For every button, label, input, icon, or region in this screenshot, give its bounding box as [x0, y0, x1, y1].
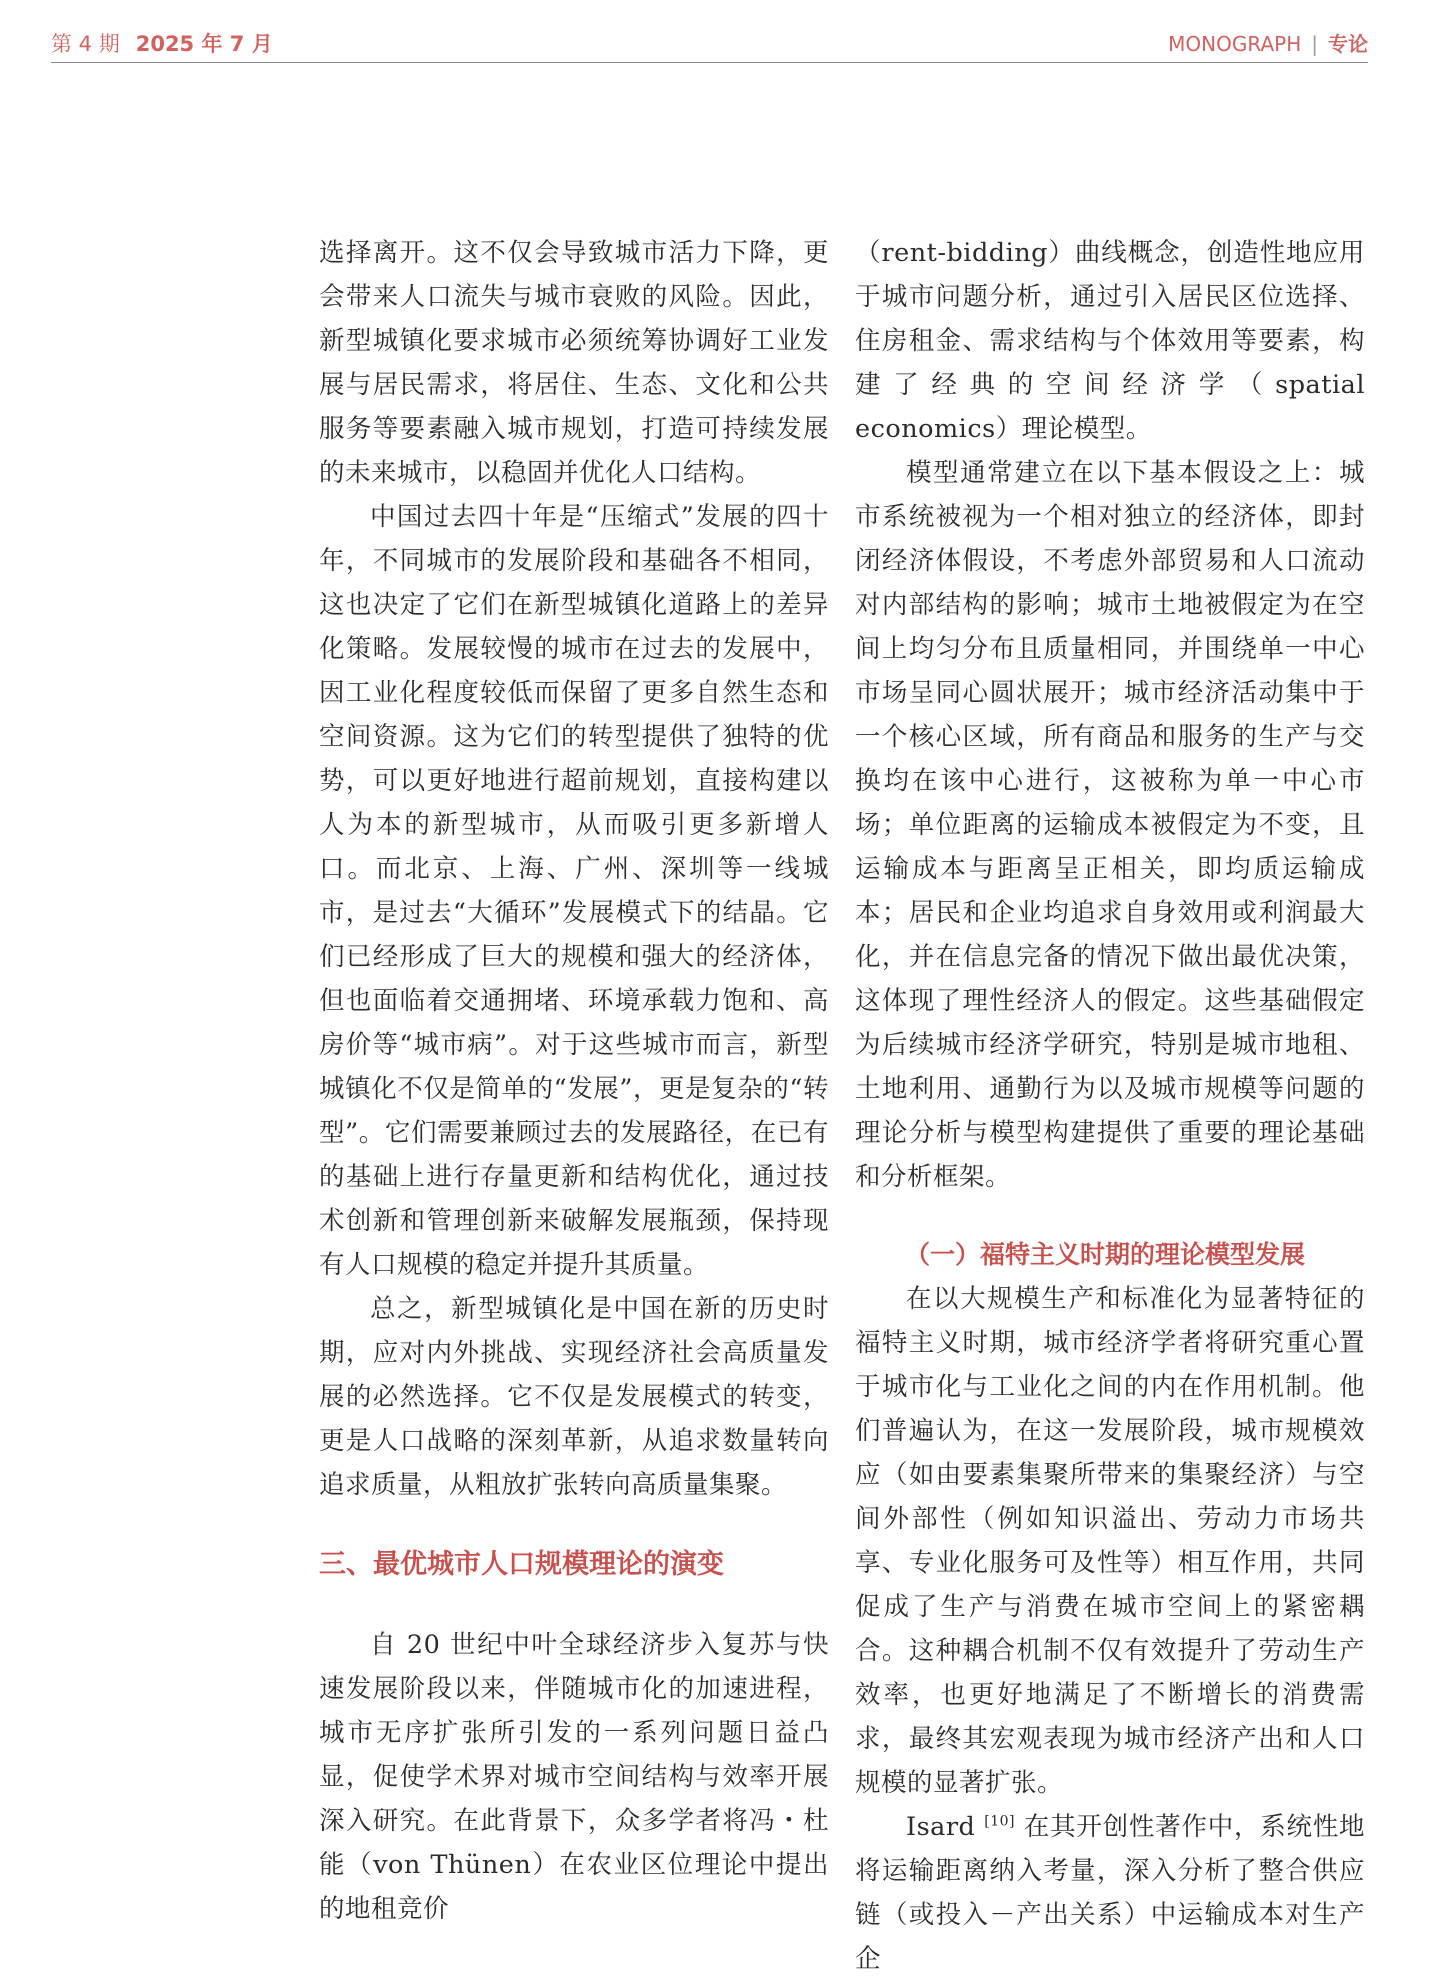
- right-paragraph-4: [855, 1805, 1365, 1981]
- right-column: [855, 231, 1365, 1981]
- left-paragraph-1: 选择离开。这不仅会导致城市活力下降，更会带来人口流失与城市衰败的风险。因此，新型城镇化要求城市必须统筹协调好工业发展与居民需求，将居住、生态、文化和公共服务等要素融入城市规划，打造可持续发展的未来城市，以稳固并优化人口结构。: [319, 238, 829, 488]
- right-paragraph-3: 在以大规模生产和标准化为显著特征的福特主义时期，城市经济学者将研究重心置于城市化与工业化之间的内在作用机制。他们普遍认为，在这一发展阶段，城市规模效应（如由要素集聚所带来的集聚经济）与空间外部性（例如知识溢出、劳动力市场共享、专业化服务可及性等）相互作用，共同促成了生产与消费在城市空间上的紧密耦合。这种耦合机制不仅有效提升了劳动生产效率，也更好地满足了不断增长的消费需求，最终其宏观表现为城市经济产出和人口规模的显著扩张。: [855, 1284, 1365, 1798]
- citation-reference: [10]: [984, 1813, 1016, 1830]
- section-heading: 三、最优城市人口规模理论的演变: [319, 1549, 724, 1580]
- left-paragraph-3: 总之，新型城镇化是中国在新的历史时期，应对内外挑战、实现经济社会高质量发展的必然选择。它不仅是发展模式的转变，更是人口战略的深刻革新，从追求数量转向追求质量，从粗放扩张转向高质量集聚。: [319, 1294, 829, 1500]
- issue-date: 2025 年 7 月: [135, 32, 273, 56]
- left-paragraph-4: 自 20 世纪中叶全球经济步入复苏与快速发展阶段以来，伴随城市化的加速进程，城市无序扩张所引发的一系列问题日益凸显，促使学术界对城市空间结构与效率开展深入研究。在此背景下，众多学者将冯・杜能（von Thünen）在农业区位理论中提出的地租竞价: [319, 1630, 829, 1924]
- right-paragraph-2: 模型通常建立在以下基本假设之上：城市系统被视为一个相对独立的经济体，即封闭经济体假设，不考虑外部贸易和人口流动对内部结构的影响；城市土地被假定为在空间上均匀分布且质量相同，并围绕单一中心市场呈同心圆状展开；城市经济活动集中于一个核心区域，所有商品和服务的生产与交换均在该中心进行，这被称为单一中心市场；单位距离的运输成本被假定为不变，且运输成本与距离呈正相关，即均质运输成本；居民和企业均追求自身效用或利润最大化，并在信息完备的情况下做出最优决策，这体现了理性经济人的假定。这些基础假定为后续城市经济学研究，特别是城市地租、土地利用、通勤行为以及城市规模等问题的理论分析与模型构建提供了重要的理论基础和分析框架。: [855, 458, 1365, 1192]
- header-separator: |: [1311, 32, 1318, 56]
- section-label: [1168, 28, 1368, 57]
- right-paragraph-1: （rent-bidding）曲线概念，创造性地应用于城市问题分析，通过引入居民区位选择、住房租金、需求结构与个体效用等要素，构建了经典的空间经济学（spatial economics）理论模型。: [855, 238, 1365, 444]
- subsection-heading: （一）福特主义时期的理论模型发展: [905, 1240, 1306, 1269]
- section-english: MONOGRAPH: [1168, 32, 1302, 56]
- left-paragraph-2: 中国过去四十年是“压缩式”发展的四十年，不同城市的发展阶段和基础各不相同，这也决定了它们在新型城镇化道路上的差异化策略。发展较慢的城市在过去的发展中，因工业化程度较低而保留了更多自然生态和空间资源。这为它们的转型提供了独特的优势，可以更好地进行超前规划，直接构建以人为本的新型城市，从而吸引更多新增人口。而北京、上海、广州、深圳等一线城市，是过去“大循环”发展模式下的结晶。它们已经形成了巨大的规模和强大的经济体，但也面临着交通拥堵、环境承载力饱和、高房价等“城市病”。对于这些城市而言，新型城镇化不仅是简单的“发展”，更是复杂的“转型”。它们需要兼顾过去的发展路径，在已有的基础上进行存量更新和结构优化，通过技术创新和管理创新来破解发展瓶颈，保持现有人口规模的稳定并提升其质量。: [319, 502, 829, 1280]
- section-chinese: 专论: [1328, 32, 1368, 56]
- issue-number: 第 4 期: [51, 32, 120, 56]
- issue-info: [51, 28, 273, 58]
- page-header: [51, 18, 1368, 63]
- right-paragraph-4-text: 在其开创性著作中，系统性地将运输距离纳入考量，深入分析了整合供应链（或投入－产出关系）中运输成本对生产企: [855, 1812, 1365, 1974]
- citation-author: Isard: [906, 1812, 976, 1842]
- left-column: [319, 231, 829, 1931]
